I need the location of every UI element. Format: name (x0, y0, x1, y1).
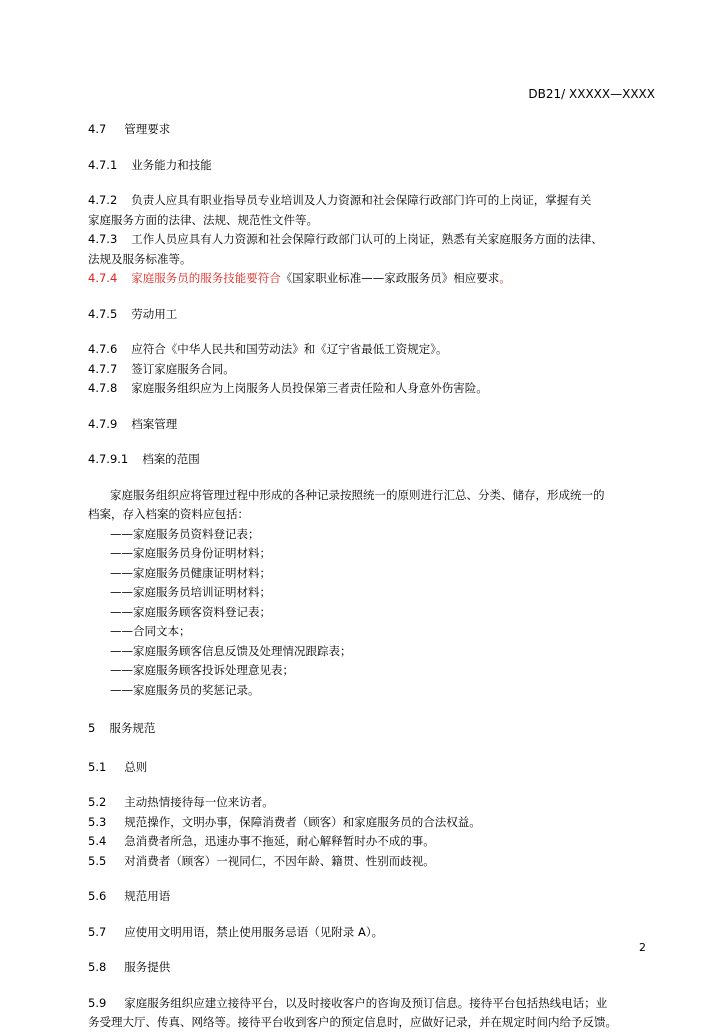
list-item: ——家庭服务员培训证明材料； (110, 585, 271, 599)
clause-number: 4.7.7 (88, 361, 118, 376)
heading-5 (88, 719, 660, 739)
clause-4-7-7 (88, 360, 660, 380)
clause-5-3 (88, 813, 660, 833)
clause-title: 规范用语 (124, 889, 171, 903)
clause-5-5 (88, 852, 660, 872)
clause-number: 4.7.2 (88, 193, 118, 207)
archive-intro (88, 486, 660, 525)
clause-number: 5.4 (88, 834, 107, 848)
clause-title: 档案管理 (131, 416, 178, 431)
clause-number: 4.7.9 (88, 416, 118, 431)
chapter-number: 5 (88, 721, 96, 735)
archive-intro-line-2: 档案，存入档案的资料应包括： (88, 507, 249, 521)
clause-text: 急消费者所急，迅速办事不拖延，耐心解释暂时办不成的事。 (124, 834, 435, 848)
heading-4-7 (88, 120, 660, 140)
clause-number: 5.9 (88, 995, 107, 1010)
archive-list (88, 525, 660, 701)
clause-text: 应符合《中华人民共和国劳动法》和《辽宁省最低工资规定》。 (131, 342, 448, 356)
clause-4-7-8 (88, 379, 660, 399)
clause-number: 5.3 (88, 814, 107, 829)
heading-4-7-9 (88, 415, 660, 435)
heading-5-6 (88, 887, 660, 907)
clause-4-7-4 (88, 269, 660, 289)
clause-number: 5.5 (88, 853, 107, 868)
clause-number: 4.7.1 (88, 157, 118, 172)
clause-number: 4.7.6 (88, 342, 118, 356)
heading-4-7-1 (88, 156, 660, 176)
list-item: ——家庭服务员健康证明材料； (110, 565, 271, 580)
list-item: ——家庭服务顾客信息反馈及处理情况跟踪表； (110, 643, 352, 658)
clause-number: 5.7 (88, 924, 107, 939)
document-body (88, 120, 660, 1033)
clause-text: 对消费者（顾客）一视同仁，不因年龄、籍贯、性别而歧视。 (124, 853, 435, 868)
heading-4-7-9-1 (88, 450, 660, 470)
clause-number: 5.2 (88, 795, 107, 809)
clause-title: 劳动用工 (131, 306, 178, 321)
clause-number: 4.7.9.1 (88, 452, 129, 466)
clause-5-7 (88, 923, 660, 943)
clause-title: 服务提供 (124, 960, 171, 974)
clause-text-line-2: 家庭服务方面的法律、法规、规范性文件等。 (88, 212, 318, 227)
clause-4-7-6 (88, 340, 660, 360)
standard-reference: 《国家职业标准——家政服务员》相应要求 (280, 271, 500, 285)
clause-title: 管理要求 (124, 122, 171, 136)
clause-5-4 (88, 832, 660, 852)
clause-number: 4.7.5 (88, 306, 118, 321)
list-item: ——家庭服务顾客资料登记表； (110, 604, 271, 619)
clause-number: 4.7.4 (88, 271, 118, 285)
clause-text: 主动热情接待每一位来访者。 (124, 795, 274, 809)
clause-number: 5.6 (88, 889, 107, 903)
clause-number: 4.7.8 (88, 381, 118, 395)
clause-text-line-2: 务受理大厅、传真、网络等。接待平台收到客户的预定信息时，应做好记录，并在规定时间内给予反馈。 (88, 1015, 617, 1029)
clause-number: 4.7.3 (88, 232, 118, 246)
list-item: ——家庭服务员的奖惩记录。 (110, 682, 260, 697)
list-item: ——家庭服务顾客投诉处理意见表； (110, 663, 294, 677)
page-number: 2 (639, 941, 646, 954)
clause-text: 签订家庭服务合同。 (131, 361, 235, 376)
standard-code: DB21/ XXXXX—XXXX (528, 87, 655, 101)
clause-5-9 (88, 994, 660, 1033)
clause-text-line-1: 家庭服务组织应建立接待平台，以及时接收客户的咨询及预订信息。接待平台包括热线电话；业 (124, 995, 608, 1010)
clause-text-line-2: 法规及服务标准等。 (88, 251, 192, 266)
clause-number: 4.7 (88, 122, 107, 136)
clause-text: 规范操作，文明办事，保障消费者（顾客）和家庭服务员的合法权益。 (124, 814, 481, 829)
list-item: ——合同文本； (110, 624, 191, 638)
archive-intro-line-1: 家庭服务组织应将管理过程中形成的各种记录按照统一的原则进行汇总、分类、储存，形成统一的 (110, 487, 605, 502)
list-item: ——家庭服务员资料登记表； (110, 526, 260, 541)
clause-title: 业务能力和技能 (131, 157, 212, 172)
heading-5-8 (88, 958, 660, 978)
clause-text: 应使用文明用语，禁止使用服务忌语（见附录 A）。 (124, 924, 384, 939)
clause-4-7-2 (88, 191, 660, 230)
clause-title: 档案的范围 (142, 452, 200, 466)
clause-5-2 (88, 793, 660, 813)
clause-4-7-3 (88, 230, 660, 269)
highlighted-text: 家庭服务员的服务技能要符合 (131, 271, 281, 285)
clause-title: 总则 (124, 759, 148, 774)
clause-number: 5.1 (88, 759, 107, 774)
chapter-title: 服务规范 (109, 721, 156, 735)
clause-text-line-1: 负责人应具有职业指导员专业培训及人力资源和社会保障行政部门许可的上岗证，掌握有关 (131, 193, 592, 207)
clause-number: 5.8 (88, 960, 107, 974)
list-item: ——家庭服务员身份证明材料； (110, 546, 271, 560)
heading-5-1 (88, 758, 660, 778)
end-mark: 。 (499, 271, 511, 285)
heading-4-7-5 (88, 305, 660, 325)
clause-text: 家庭服务组织应为上岗服务人员投保第三者责任险和人身意外伤害险。 (131, 381, 488, 395)
clause-text-line-1: 工作人员应具有人力资源和社会保障行政部门认可的上岗证，熟悉有关家庭服务方面的法律、 (131, 232, 603, 246)
